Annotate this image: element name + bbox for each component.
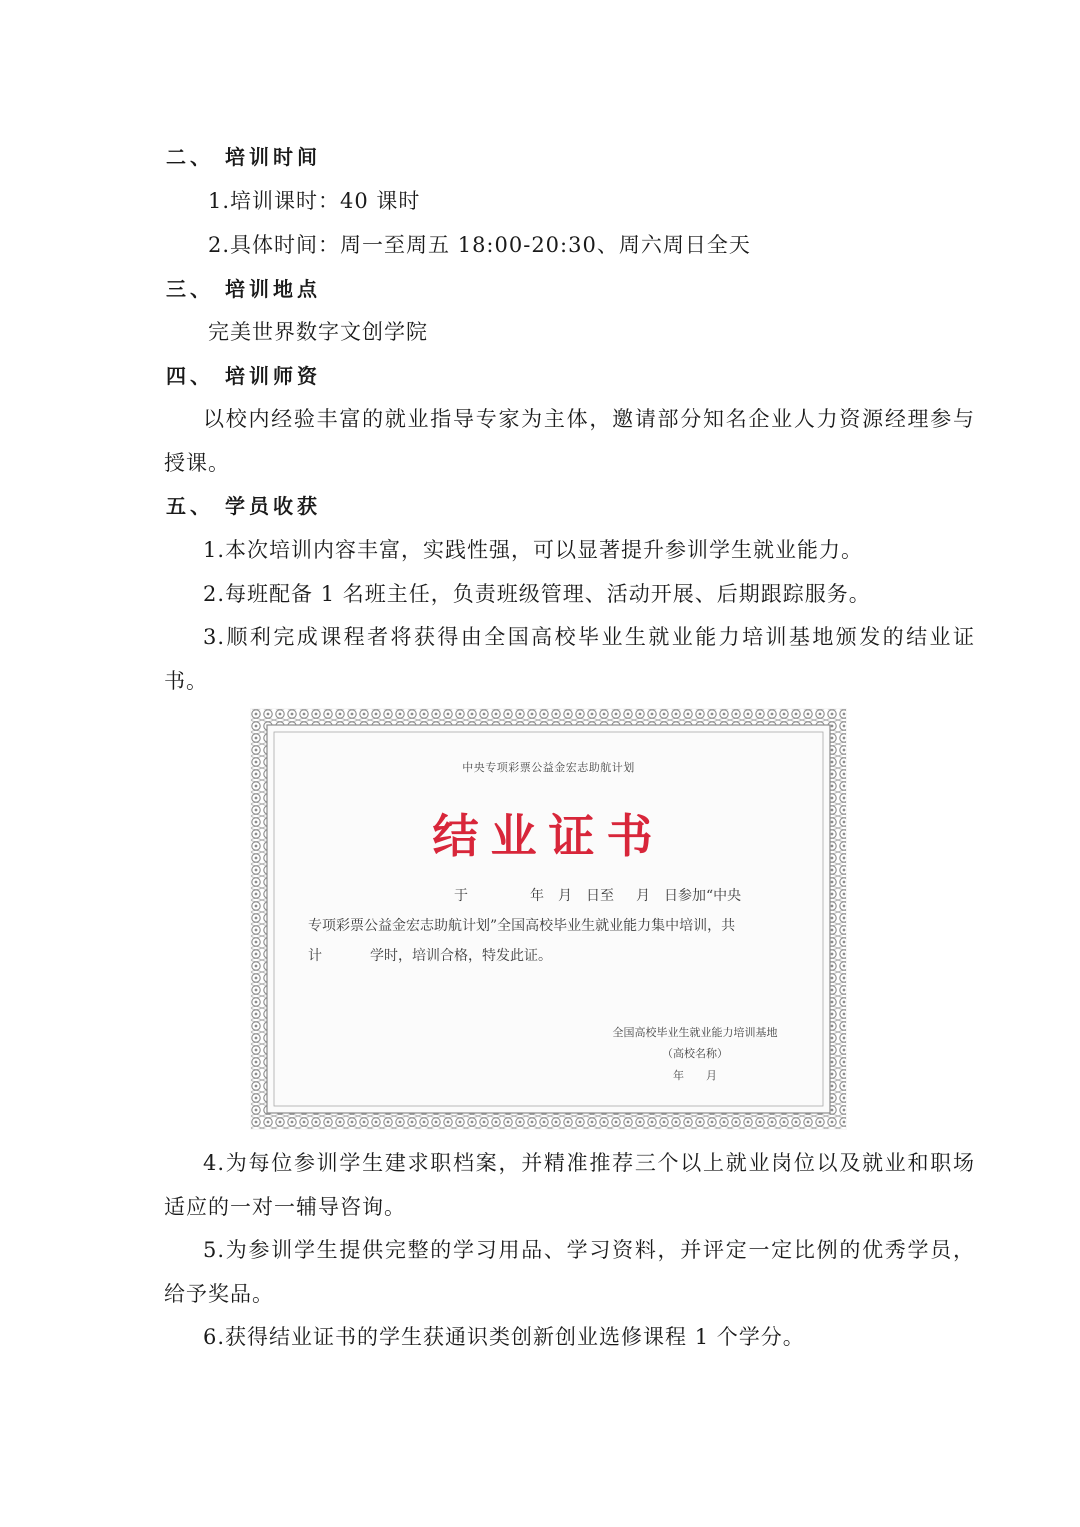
section-heading-time: 二、 培训时间 xyxy=(166,145,321,169)
section-heading-faculty: 四、 培训师资 xyxy=(166,364,321,388)
gain-item-3-line1: 3.顺利完成课程者将获得由全国高校毕业生就业能力培训基地颁发的结业证 xyxy=(203,625,975,649)
gain-item-4-line2: 适应的一对一辅导咨询。 xyxy=(164,1195,406,1219)
certificate-body-line1-b: 年 月 日至 xyxy=(530,888,614,904)
faculty-text-line2: 授课。 xyxy=(164,451,230,475)
certificate-program: 中央专项彩票公益金宏志助航计划 xyxy=(462,761,635,774)
gain-item-6: 6.获得结业证书的学生获通识类创新创业选修课程 1 个学分。 xyxy=(203,1325,805,1349)
faculty-text-line1: 以校内经验丰富的就业指导专家为主体，邀请部分知名企业人力资源经理参与 xyxy=(203,407,975,431)
certificate-title: 结业证书 xyxy=(432,809,665,863)
certificate-body-line1-c: 月 日参加“中央 xyxy=(636,888,742,904)
certificate-body-line3-b: 学时，培训合格，特发此证。 xyxy=(370,948,552,964)
certificate-issuer: 全国高校毕业生就业能力培训基地 xyxy=(612,1026,778,1039)
training-schedule: 2.具体时间：周一至周五 18:00-20:30、周六周日全天 xyxy=(208,233,751,257)
gain-item-2: 2.每班配备 1 名班主任，负责班级管理、活动开展、后期跟踪服务。 xyxy=(203,582,871,606)
certificate-body-line2: 专项彩票公益金宏志助航计划”全国高校毕业生就业能力集中培训，共 xyxy=(308,918,736,934)
certificate-image xyxy=(250,708,847,1130)
gain-item-1: 1.本次培训内容丰富，实践性强，可以显著提升参训学生就业能力。 xyxy=(203,538,864,562)
certificate-body-line3 xyxy=(308,941,552,971)
section-heading-location: 三、 培训地点 xyxy=(166,277,321,301)
certificate-body-line1-a: 于 xyxy=(454,888,468,904)
gain-item-3-line2: 书。 xyxy=(164,669,208,693)
certificate-body-line1 xyxy=(308,881,790,911)
gain-item-5-line1: 5.为参训学生提供完整的学习用品、学习资料，并评定一定比例的优秀学员， xyxy=(203,1238,975,1262)
certificate-body-line3-a: 计 xyxy=(308,948,322,964)
gain-item-5-line2: 给予奖品。 xyxy=(164,1282,274,1306)
certificate-date: 年 月 xyxy=(673,1069,717,1082)
section-heading-gains: 五、 学员收获 xyxy=(166,494,321,518)
certificate-school: （高校名称） xyxy=(662,1047,728,1060)
gain-item-4-line1: 4.为每位参训学生建求职档案，并精准推荐三个以上就业岗位以及就业和职场 xyxy=(203,1151,975,1175)
training-hours: 1.培训课时：40 课时 xyxy=(208,189,421,213)
training-location: 完美世界数字文创学院 xyxy=(208,320,428,344)
